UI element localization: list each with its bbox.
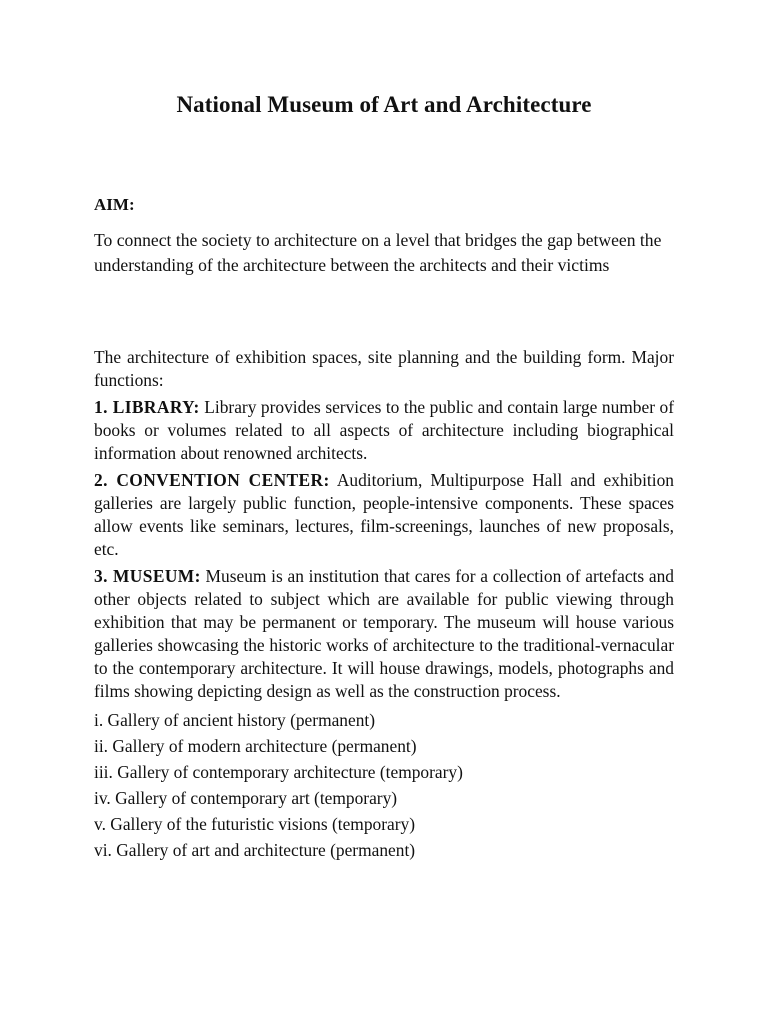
list-item: v. Gallery of the futuristic visions (temporary) xyxy=(94,814,415,834)
function-text: Auditorium, Multipurpose Hall and exhibition galleries are largely public function, people-intensive components. These spaces allow events like seminars, lectures, film-screenings, launches of new proposals, etc. xyxy=(94,470,674,559)
function-museum xyxy=(94,565,674,703)
list-item: ii. Gallery of modern architecture (permanent) xyxy=(94,736,417,756)
function-text: Museum is an institution that cares for a collection of artefacts and other objects related to subject which are available for public viewing through exhibition that may be permanent or temporary. The museum will house various galleries showcasing the historic works of architecture to the traditional-vernacular to the contemporary architecture. It will house drawings, models, photographs and films showing depicting design as well as the construction process. xyxy=(94,566,674,701)
aim-text: To connect the society to architecture on a level that bridges the gap between the understanding of the architecture between the architects and their victims xyxy=(94,230,662,275)
function-text: Library provides services to the public and contain large number of books or volumes related to all aspects of architecture including biographical information about renowned architects. xyxy=(94,397,674,463)
function-convention-center xyxy=(94,469,674,561)
function-label: 1. LIBRARY: xyxy=(94,397,200,417)
list-item: vi. Gallery of art and architecture (permanent) xyxy=(94,840,416,860)
aim-heading: AIM: xyxy=(94,195,135,214)
functions-section xyxy=(94,346,674,863)
list-item: iv. Gallery of contemporary art (temporary) xyxy=(94,788,398,808)
page-title: National Museum of Art and Architecture xyxy=(176,92,592,117)
function-label: 2. CONVENTION CENTER: xyxy=(94,470,330,490)
function-label: 3. MUSEUM: xyxy=(94,566,201,586)
list-item: iii. Gallery of contemporary architecture (temporary) xyxy=(94,762,463,782)
list-item: i. Gallery of ancient history (permanent) xyxy=(94,710,376,730)
intro-paragraph: The architecture of exhibition spaces, site planning and the building form. Major functions: xyxy=(94,347,674,390)
gallery-list xyxy=(94,707,674,863)
function-library xyxy=(94,396,674,465)
